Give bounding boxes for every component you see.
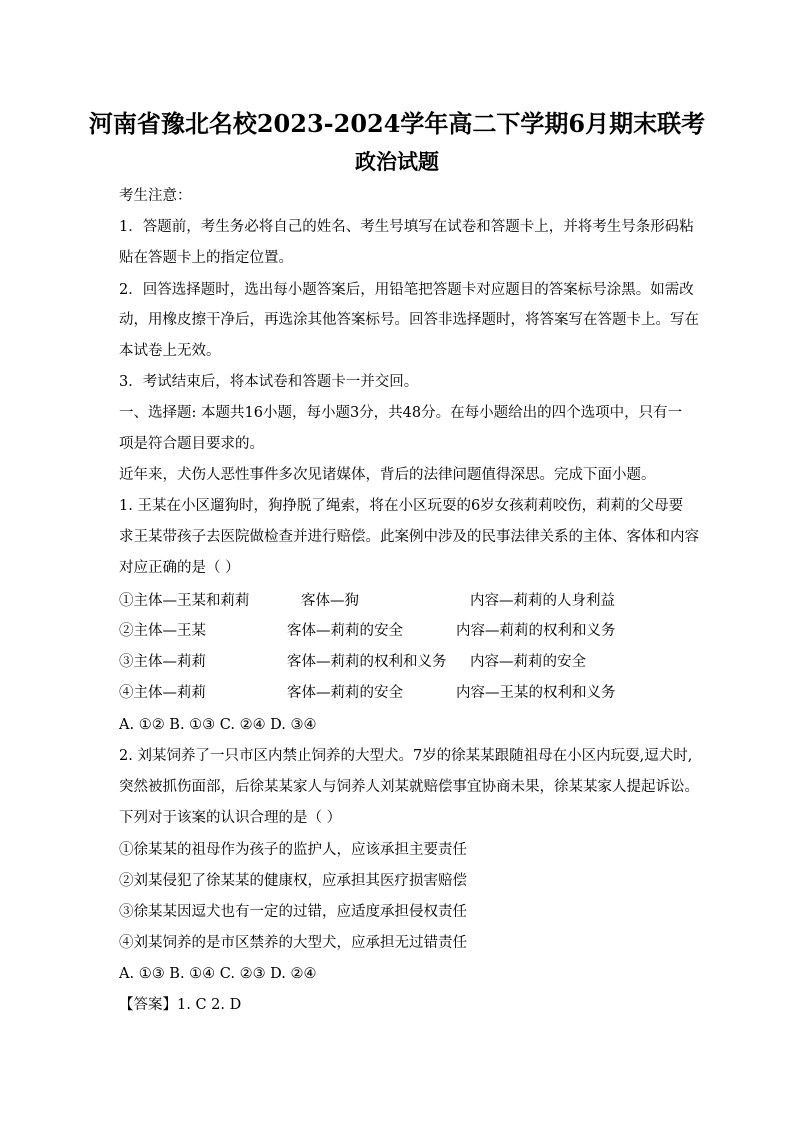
q1-row1-object: 客体—狗 bbox=[301, 593, 359, 609]
q2-stem: 2. 刘某饲养了一只市区内禁止饲养的大型犬。7岁的徐某某跟随祖母在小区内玩耍,逗犬时, bbox=[119, 748, 693, 764]
q2-stem: 突然被抓伤面部，后徐某某家人与饲养人刘某就赔偿事宜协商未果，徐某某家人提起诉讼。 bbox=[119, 779, 699, 795]
q1-stem: 1. 王某在小区遛狗时，狗挣脱了绳索，将在小区玩耍的6岁女孩莉莉咬伤，莉莉的父母要 bbox=[119, 498, 684, 514]
q1-row2-content: 内容—莉莉的权利和义务 bbox=[456, 623, 616, 639]
q1-row1-subject: ①主体—王某和莉莉 bbox=[119, 593, 250, 609]
q1-row3-content: 内容—莉莉的安全 bbox=[470, 654, 586, 670]
q1-options: A. ①② B. ①③ C. ②④ D. ③④ bbox=[119, 717, 317, 733]
q1-stem: 对应正确的是（ ） bbox=[119, 560, 240, 576]
q2-options: A. ①③ B. ①④ C. ②③ D. ②④ bbox=[119, 966, 317, 982]
section-intro: 项是符合题目要求的。 bbox=[119, 436, 264, 452]
q1-row4-object: 客体—莉莉的安全 bbox=[287, 685, 403, 701]
q1-row1-content: 内容—莉莉的人身利益 bbox=[470, 593, 615, 609]
q2-item: ①徐某某的祖母作为孩子的监护人，应该承担主要责任 bbox=[119, 842, 467, 858]
notice-item: 2．回答选择题时，选出每小题答案后，用铅笔把答题卡对应题目的答案标号涂黑。如需改 bbox=[119, 282, 694, 298]
q1-row3-subject: ③主体—莉莉 bbox=[119, 654, 206, 670]
answer-line: 【答案】1. C 2. D bbox=[119, 997, 242, 1013]
q1-row4-subject: ④主体—莉莉 bbox=[119, 685, 206, 701]
notice-item: 1．答题前，考生务必将自己的姓名、考生号填写在试卷和答题卡上，并将考生号条形码粘 bbox=[119, 219, 694, 235]
q1-row2-object: 客体—莉莉的安全 bbox=[287, 623, 403, 639]
section-intro: 一、选择题: 本题共16小题，每小题3分，共48分。在每小题给出的四个选项中，只有一 bbox=[119, 405, 683, 421]
exam-subtitle: 政治试题 bbox=[355, 149, 439, 174]
q1-row3-object: 客体—莉莉的权利和义务 bbox=[287, 654, 447, 670]
notice-item: 3．考试结束后，将本试卷和答题卡一并交回。 bbox=[119, 374, 419, 390]
question-context: 近年来，犬伤人恶性事件多次见诸媒体，背后的法律问题值得深思。完成下面小题。 bbox=[119, 467, 656, 483]
exam-title: 河南省豫北名校2023-2024学年高二下学期6月期末联考 bbox=[88, 109, 706, 138]
q2-item: ②刘某侵犯了徐某某的健康权，应承担其医疗损害赔偿 bbox=[119, 873, 467, 889]
q2-stem: 下列对于该案的认识合理的是（ ） bbox=[119, 810, 342, 826]
q2-item: ④刘某饲养的是市区禁养的大型犬，应承担无过错责任 bbox=[119, 935, 467, 951]
notice-item: 本试卷上无效。 bbox=[119, 343, 221, 359]
notice-item: 贴在答题卡上的指定位置。 bbox=[119, 250, 293, 266]
q2-item: ③徐某某因逗犬也有一定的过错，应适度承担侵权责任 bbox=[119, 904, 467, 920]
q1-row2-subject: ②主体—王某 bbox=[119, 623, 206, 639]
notice-heading: 考生注意： bbox=[119, 188, 192, 204]
q1-stem: 求王某带孩子去医院做检查并进行赔偿。此案例中涉及的民事法律关系的主体、客体和内容 bbox=[119, 529, 699, 545]
notice-item: 动，用橡皮擦干净后，再选涂其他答案标号。回答非选择题时，将答案写在答题卡上。写在 bbox=[119, 312, 699, 328]
q1-row4-content: 内容—王某的权利和义务 bbox=[456, 685, 616, 701]
